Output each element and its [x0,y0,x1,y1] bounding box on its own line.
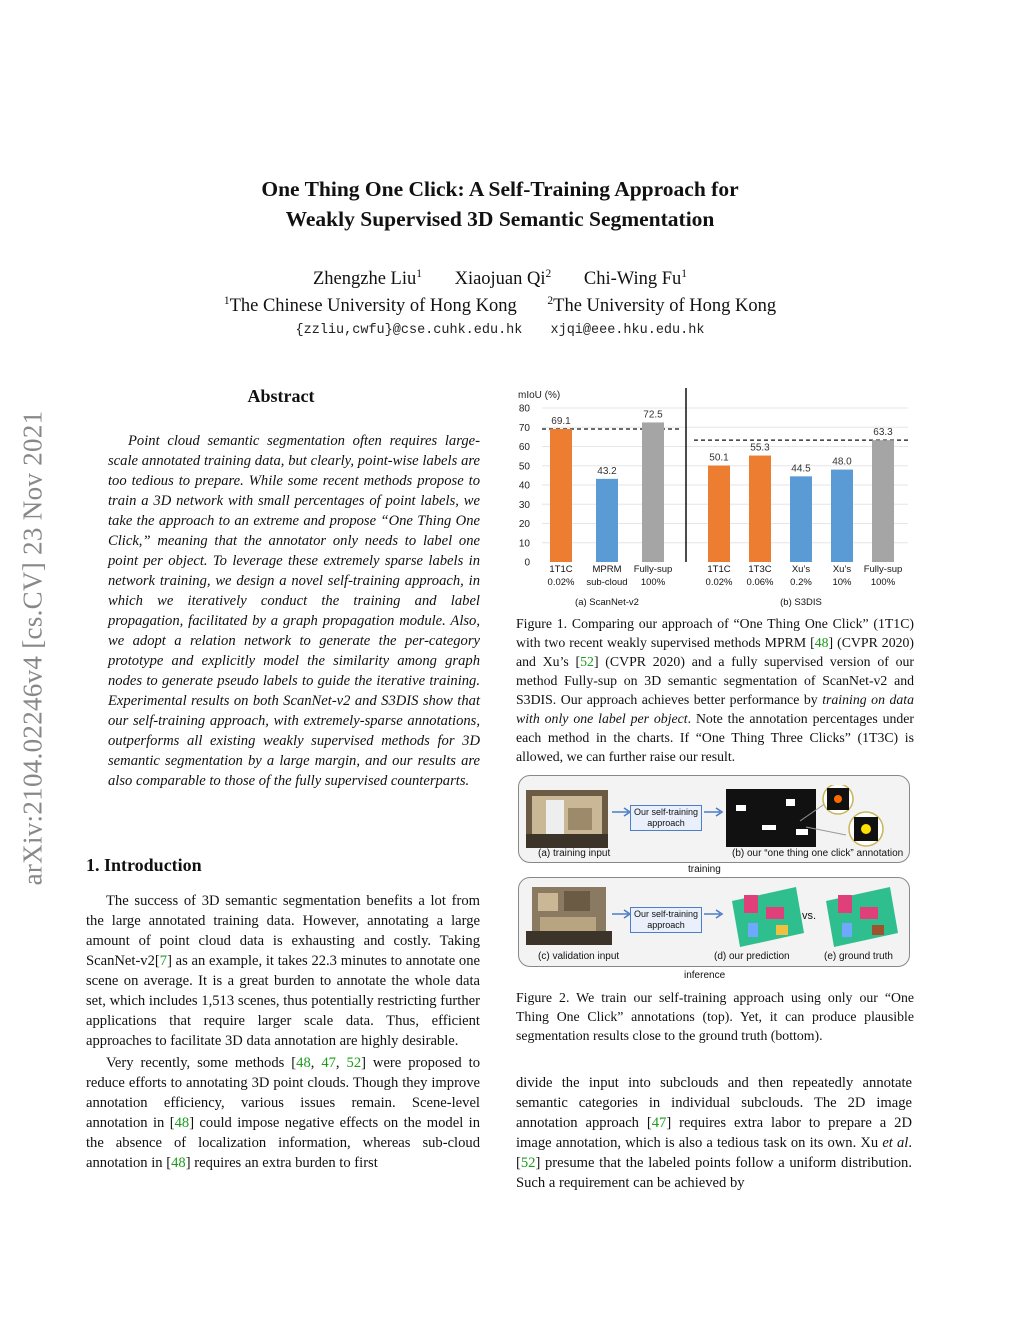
email-list [120,323,880,338]
ground-truth-image [820,881,900,951]
title-line-1: One Thing One Click: A Self-Training Approach for [261,177,739,201]
paragraph: The success of 3D semantic segmentation benefits a lot from the large annotated training data. However, annotating a large amount of point cloud data is exhausting and costly. Taking ScanNet-v2[7] as an example, it takes 22.3 minutes to annotate one scene on average. It is a great burden to annotate the whole data set, which includes 1,513 scenes, thus potentially restricting further applications that require larger scale data. Thus, efficient approaches to facilitate 3D data annotation are highly desirable. [86,893,480,1049]
citation-link[interactable]: 52 [520,1155,536,1171]
paper-title [120,174,880,234]
bar-category-label: Fully-sup [863,564,903,575]
arrow-right-icon [702,805,726,819]
citation-link[interactable]: 7 [159,953,168,969]
bar-category-label: Xu’s [791,564,811,575]
citation-link[interactable]: 48 [296,1055,311,1071]
panel-c-label: (c) validation input [538,951,620,962]
prediction-image [726,881,806,951]
versus-label: vs. [802,910,817,922]
bar-annotation-label: 10% [832,577,852,588]
y-tick-label: 0 [524,557,530,569]
author: Chi-Wing Fu$^1$ [583,268,688,290]
abstract-text [108,431,480,791]
panel-a-label: (a) training input [538,848,611,859]
self-training-box: Our self-training approach [630,805,702,831]
bar [831,470,853,562]
bar-category-label: 1T1C [549,564,573,575]
bar-value-label: 55.3 [750,442,770,454]
affiliation: $^2$The University of Hong Kong [547,295,777,317]
citation-link[interactable]: 48 [171,1155,186,1171]
y-tick-label: 50 [518,461,530,473]
citation-link[interactable]: 47 [321,1055,336,1071]
y-tick-label: 30 [518,499,530,511]
bar-category-label: MPRM [592,564,622,575]
training-input-image [526,790,608,848]
bar [708,466,730,562]
arxiv-id-text: arXiv:2104.02246v4 [cs.CV] 23 Nov 2021 [17,410,48,886]
y-tick-label: 10 [518,538,530,550]
y-tick-label: 60 [518,442,530,453]
abstract-paragraph: Point cloud semantic segmentation often requires large-scale annotated training data, but clearly, point-wise labels are too tedious to prepare. While some recent methods propose to train a 3D network with small percentages of point labels, we take the approach to an extreme and propose “One Thing One Click,” meaning that the annotator only needs to label one point per object. To leverage these extremely sparse labels in network training, we design a novel self-training approach, in which we iteratively conduct the training and label propagation, facilitated by a graph propagation module. Also, we adopt a relation network to generate the per-category prototype and explicitly model the similarity among graph nodes to generate pseudo labels to guide the iterative training. Experimental results on both ScanNet-v2 and S3DIS show that our self-training approach, with extremely-sparse annotations, outperforms all existing weakly supervised methods for 3D semantic segmentation by a large margin, and our results are also comparable to those of the fully supervised counterparts. [108,433,480,789]
annotation-image [726,785,904,849]
bar-value-label: 72.5 [643,409,663,421]
arxiv-identifier [6,350,60,946]
bar-category-label: 1T1C [707,564,731,575]
bar-value-label: 50.1 [709,452,729,464]
right-column-text [516,1073,912,1193]
bar [550,429,572,562]
y-tick-label: 40 [518,480,530,492]
author: Zhengzhe Liu$^1$ [312,268,422,290]
training-label: training [688,864,721,875]
bar [790,476,812,562]
bar-annotation-label: 0.06% [746,577,774,588]
y-tick-label: 20 [518,519,530,530]
bar-value-label: 43.2 [597,465,617,477]
validation-input-image [526,881,612,951]
title-line-2: Weakly Supervised 3D Semantic Segmentation [285,207,715,231]
email: {zzliu,cwfu}@cse.cuhk.edu.hk [295,323,523,338]
figure-2 [518,775,912,985]
bar [872,440,894,562]
affiliation: $^1$The Chinese University of Hong Kong [223,295,517,317]
citation-link[interactable]: 52 [580,654,594,669]
abstract-heading: Abstract [247,386,315,406]
bar-category-label: Xu’s [832,564,852,575]
self-training-box: Our self-training approach [630,907,702,933]
bar [642,422,664,562]
bar-annotation-label: 0.02% [547,577,575,588]
subchart-title: (b) S3DIS [780,597,822,608]
citation-link[interactable]: 52 [346,1055,362,1071]
bar-value-label: 69.1 [551,415,571,427]
panel-b-label: (b) our “one thing one click” annotation [732,848,904,859]
arrow-right-icon [702,907,726,921]
bar [596,479,618,562]
bar-category-label: 1T3C [748,564,772,575]
y-tick-label: 70 [518,422,530,434]
bar-value-label: 63.3 [873,427,893,439]
paragraph: Very recently, some methods [48, 47, 52] were proposed to reduce efforts to annotating 3D point clouds. Though they improve annotation efficiency, various issues remain. Scene-level annotation in [48] could impose negative effects on the model in the absence of localization information, whereas sub-cloud annotation in [48] requires an extra burden to first [86,1055,481,1171]
bar-category-label: Fully-sup [633,564,673,575]
email: xjqi@eee.hku.edu.hk [550,323,705,338]
panel-e-label: (e) ground truth [824,951,893,962]
section-heading-introduction: 1. Introduction [86,855,202,875]
bar [749,456,771,562]
author: Xiaojuan Qi$^2$ [454,268,552,290]
bar-annotation-label: 0.2% [790,577,812,588]
figure-1-caption: Figure 1. Comparing our approach of “One Thing One Click” (1T1C) with two recent weakly supervised methods MPRM [48] (CVPR 2020) and Xu’s [52] (CVPR 2020) and a fully supervised version of our method Fully-sup on 3D semantic segmentation of ScanNet-v2 and S3DIS. Our approach achieves better performance by training on data with only one label per object. Note the annotation percentages under each method in the charts. If “One Thing Three Clicks” (1T3C) is allowed, we can further raise our result. [516,616,914,764]
panel-d-label: (d) our prediction [714,951,790,962]
bar-annotation-label: 0.02% [705,577,733,588]
introduction-text [86,891,480,1175]
y-tick-label: 80 [518,403,530,415]
figure-1-bar-chart [512,386,912,611]
author-list [120,268,880,290]
subchart-title: (a) ScanNet-v2 [575,597,639,608]
bar-value-label: 44.5 [791,463,811,475]
affiliation-list [120,295,880,317]
citation-link[interactable]: 48 [174,1115,190,1131]
y-axis-label: mIoU (%) [518,390,561,401]
citation-link[interactable]: 47 [651,1115,667,1131]
citation-link[interactable]: 48 [814,635,829,650]
inference-label: inference [684,970,726,981]
bar-annotation-label: 100% [870,577,896,588]
bar-value-label: 48.0 [832,456,852,468]
figure-2-caption: Figure 2. We train our self-training approach using only our “One Thing One Click” annotations (top). Yet, it can produce plausible segmentation results close to the ground truth (bottom). [516,990,914,1043]
bar-annotation-label: 100% [640,577,666,588]
paragraph: divide the input into subclouds and then repeatedly annotate semantic categories in individual subclouds. The 2D image annotation approach [47] requires extra labor to prepare a 2D image annotation, which is also a tedious task on its own. Xu et al. [52] presume that the labeled points follow a uniform distribution. Such a requirement can be achieved by [516,1075,912,1191]
bar-annotation-label: sub-cloud [586,577,628,588]
